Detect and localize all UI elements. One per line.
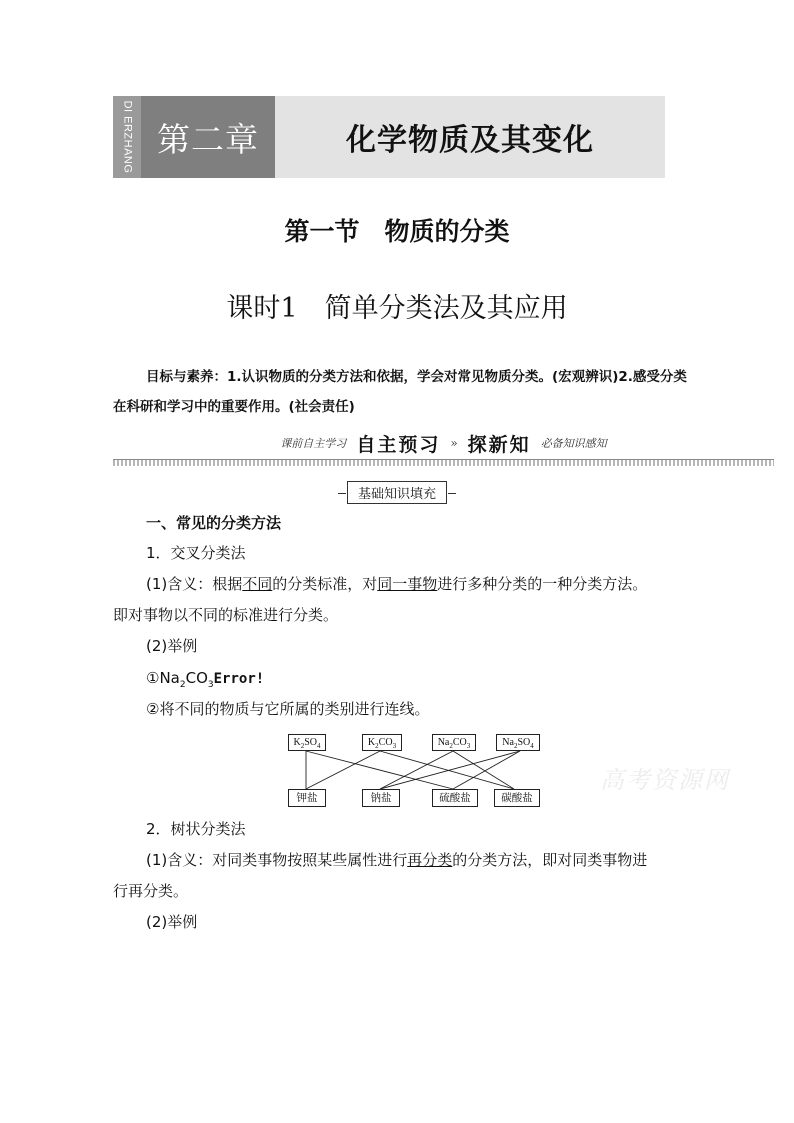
def2-suffix: 的分类方法，即对同类事物进 xyxy=(452,851,648,869)
chapter-number: 第二章 xyxy=(141,96,275,178)
matching-diagram xyxy=(288,734,538,806)
def1-answer-1: 不同 xyxy=(242,575,273,593)
lesson-title: 课时1 简单分类法及其应用 xyxy=(226,293,568,324)
line-na2so4-sulfate xyxy=(453,751,520,789)
chapter-pinyin-strip xyxy=(113,96,141,178)
chapter-pinyin: DI ERZHANG xyxy=(121,100,133,174)
heading-tree-classification: 2．树状分类法 xyxy=(146,820,246,838)
formula-part-2: CO xyxy=(185,669,208,687)
chapter-title: 化学物质及其变化 xyxy=(275,96,665,178)
line-k2so4-sulfate xyxy=(306,751,453,789)
definition-1 xyxy=(113,569,687,599)
def2-answer-1: 再分类 xyxy=(407,851,453,869)
formula-sub: 2 xyxy=(179,680,186,690)
def1-answer-2: 同一事物 xyxy=(377,575,438,593)
category-potassium-salt: 钾盐 xyxy=(288,789,326,807)
error-text: Error! xyxy=(213,671,265,687)
watermark: 高考资源网 xyxy=(600,766,730,794)
definition-1-cont: 即对事物以不同的标准进行分类。 xyxy=(113,606,339,624)
def1-prefix: (1)含义：根据 xyxy=(146,575,243,593)
example-1-item-2: ②将不同的物质与它所属的类别进行连线。 xyxy=(146,700,430,718)
definition-2 xyxy=(113,845,687,875)
line-k2co3-potassium xyxy=(306,751,380,789)
section-title: 第一节 物质的分类 xyxy=(284,217,510,246)
heading-cross-classification: 1．交叉分类法 xyxy=(146,544,246,562)
compound-na2so4: $Na_2SO_4$ xyxy=(496,734,540,751)
def1-mid: 的分类标准，对 xyxy=(272,575,378,593)
category-sodium-salt: 钠盐 xyxy=(362,789,400,807)
formula-sub-2: 3 xyxy=(207,680,214,690)
def2-prefix: (1)含义：对同类事物按照某些属性进行 xyxy=(146,851,408,869)
strip-right-label: 必备知识感知 xyxy=(540,437,607,450)
boxed-heading xyxy=(0,481,794,504)
compound-k2so4: $K_2SO_4$ xyxy=(288,734,326,751)
line-na2co3-sodium xyxy=(380,751,453,789)
category-sulfate: 硫酸盐 xyxy=(432,789,478,807)
definition-2-cont: 行再分类。 xyxy=(113,882,189,900)
strip-left-label: 课前自主学习 xyxy=(280,437,347,450)
compound-k2co3: $K_2CO_3$ xyxy=(362,734,402,751)
def1-suffix: 进行多种分类的一种分类方法。 xyxy=(437,575,648,593)
example-1-label: (2)举例 xyxy=(146,637,198,655)
strip-main-right: 探新知 xyxy=(467,433,531,456)
category-carbonate: 碳酸盐 xyxy=(494,789,540,807)
heading-1: 一、常见的分类方法 xyxy=(146,514,282,532)
compound-na2co3: $Na_2CO_3$ xyxy=(432,734,476,751)
boxed-heading-text: 基础知识填充 xyxy=(347,481,447,504)
formula-part: ①Na xyxy=(146,669,180,687)
strip-divider xyxy=(113,459,774,466)
double-chevron-icon: » xyxy=(450,436,458,450)
strip-main-left: 自主预习 xyxy=(356,433,441,456)
preview-strip xyxy=(113,428,774,464)
example-2-label: (2)举例 xyxy=(146,913,198,931)
learning-objectives: 目标与素养：1.认识物质的分类方法和依据，学会对常见物质分类。(宏观辨识)2.感受分类在科研和学习中的重要作用。(社会责任) xyxy=(113,369,687,415)
chapter-banner xyxy=(113,96,665,178)
